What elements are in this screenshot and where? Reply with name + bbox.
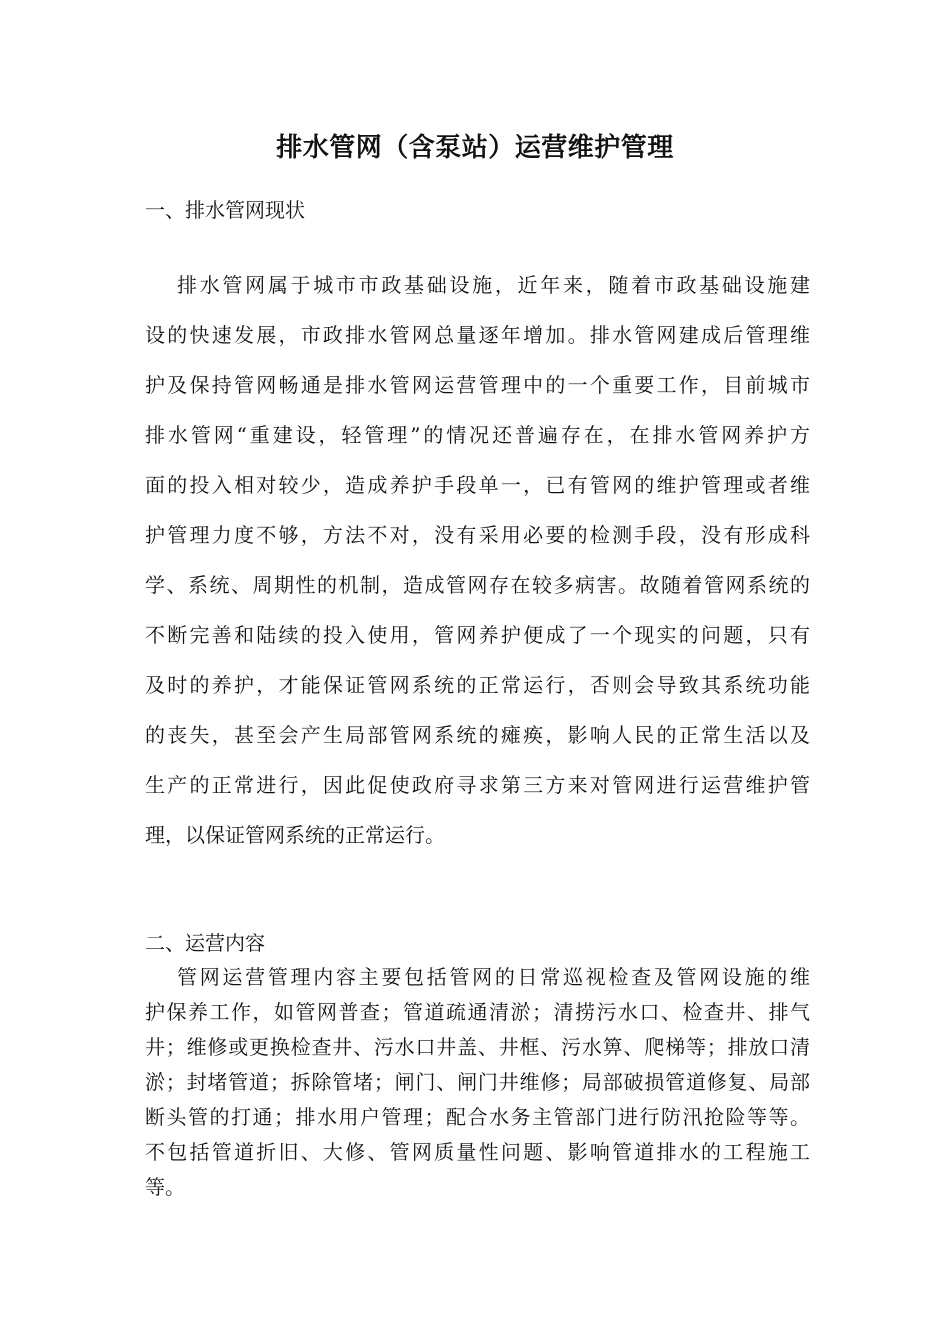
document-title: 排水管网（含泵站）运营维护管理 [276,133,674,163]
section-heading-status: 一、排水管网现状 [145,198,305,222]
paragraph-line: 排水管网“重建设，轻管理”的情况还普遍存在，在排水管网养护方 [145,423,810,447]
paragraph-line: 及时的养护，才能保证管网系统的正常运行，否则会导致其系统功能 [145,673,810,697]
paragraph-line: 面的投入相对较少，造成养护手段单一，已有管网的维护管理或者维 [145,473,810,497]
section-body-status [145,260,810,860]
paragraph-line: 断头管的打通；排水用户管理；配合水务主管部门进行防汛抢险等等。 [145,1105,810,1129]
paragraph-line: 护保养工作，如管网普查；管道疏通清淤；清捞污水口、检查井、排气 [145,1000,810,1024]
paragraph-line: 排水管网属于城市市政基础设施，近年来，随着市政基础设施建 [177,273,810,297]
paragraph-line: 管网运营管理内容主要包括管网的日常巡视检查及管网设施的维 [177,965,810,989]
section-body-operations [145,960,810,1205]
paragraph-line: 生产的正常进行，因此促使政府寻求第三方来对管网进行运营维护管 [145,773,810,797]
paragraph-line: 设的快速发展，市政排水管网总量逐年增加。排水管网建成后管理维 [145,323,810,347]
paragraph-line: 护及保持管网畅通是排水管网运营管理中的一个重要工作，目前城市 [145,373,810,397]
paragraph-line: 等。 [145,1175,185,1199]
paragraph-line: 的丧失，甚至会产生局部管网系统的瘫痪，影响人民的正常生活以及 [145,723,810,747]
paragraph-line: 理，以保证管网系统的正常运行。 [145,823,445,847]
section-heading-operations: 二、运营内容 [145,931,265,955]
paragraph-line: 不断完善和陆续的投入使用，管网养护便成了一个现实的问题，只有 [145,623,810,647]
paragraph-line: 不包括管道折旧、大修、管网质量性问题、影响管道排水的工程施工 [145,1140,810,1164]
paragraph-line: 学、系统、周期性的机制，造成管网存在较多病害。故随着管网系统的 [145,573,810,597]
paragraph-line: 护管理力度不够，方法不对，没有采用必要的检测手段，没有形成科 [145,523,810,547]
paragraph-line: 淤；封堵管道；拆除管堵；闸门、闸门井维修；局部破损管道修复、局部 [145,1070,810,1094]
paragraph-line: 井；维修或更换检查井、污水口井盖、井框、污水箅、爬梯等；排放口清 [145,1035,810,1059]
